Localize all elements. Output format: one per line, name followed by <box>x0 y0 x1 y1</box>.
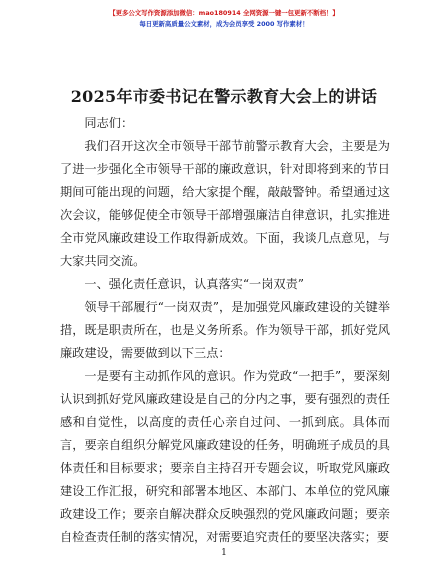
paragraph-point-1: 一是要有主动抓作风的意识。作为党政“一把手”，要深刻认识到抓好党风廉政建设是自己的分内之事，要有强烈的责任感和自觉性，以高度的责任心亲自过问、一抓到底。具体而言，要亲自组织分解党风廉政建设的任务，明确班子成员的具体责任和目标要求；要亲自主持召开专题会议，听取党风廉政建设工作汇报，研究和部署本地区、本部门、本单位的党风廉政建设工作；要亲自解决群众反映强烈的党风廉政问题；要亲自检查责任制的落实情况，对需要追究责任的要坚决落实；要 <box>60 369 390 544</box>
paragraph-section-1-intro: 领导干部履行“一岗双责”，是加强党风廉政建设的关键举措，既是职责所在，也是义务所系。作为领导干部，抓好党风廉政建设，需要做到以下三点： <box>60 300 390 360</box>
section-heading-1: 一、强化责任意识，认真落实“一岗双责” <box>84 277 305 291</box>
promo-banner-line-2: 每日更新高质量公文素材，成为会员享受 2000 写作素材！ <box>139 20 309 28</box>
document-body <box>60 112 390 549</box>
document-title: 2025年市委书记在警示教育大会上的讲话 <box>70 87 378 106</box>
paragraph-intro: 我们召开这次全市领导干部节前警示教育大会，主要是为了进一步强化全市领导干部的廉政意识，针对即将到来的节日期间可能出现的问题，给大家提个醒，敲敲警钟。希望通过这次会议，能够促使全市领导干部增强廉洁自律意识，扎实推进全市党风廉政建设工作取得新成效。下面，我谈几点意见，与大家共同交流。 <box>60 139 390 268</box>
promo-banner <box>0 8 448 30</box>
salutation: 同志们： <box>84 116 134 130</box>
promo-banner-line-1: 【更多公文写作资源添加微信：mao180914 全网资源一键一包更新不断档！】 <box>109 9 339 17</box>
page-number: 1 <box>221 548 227 558</box>
